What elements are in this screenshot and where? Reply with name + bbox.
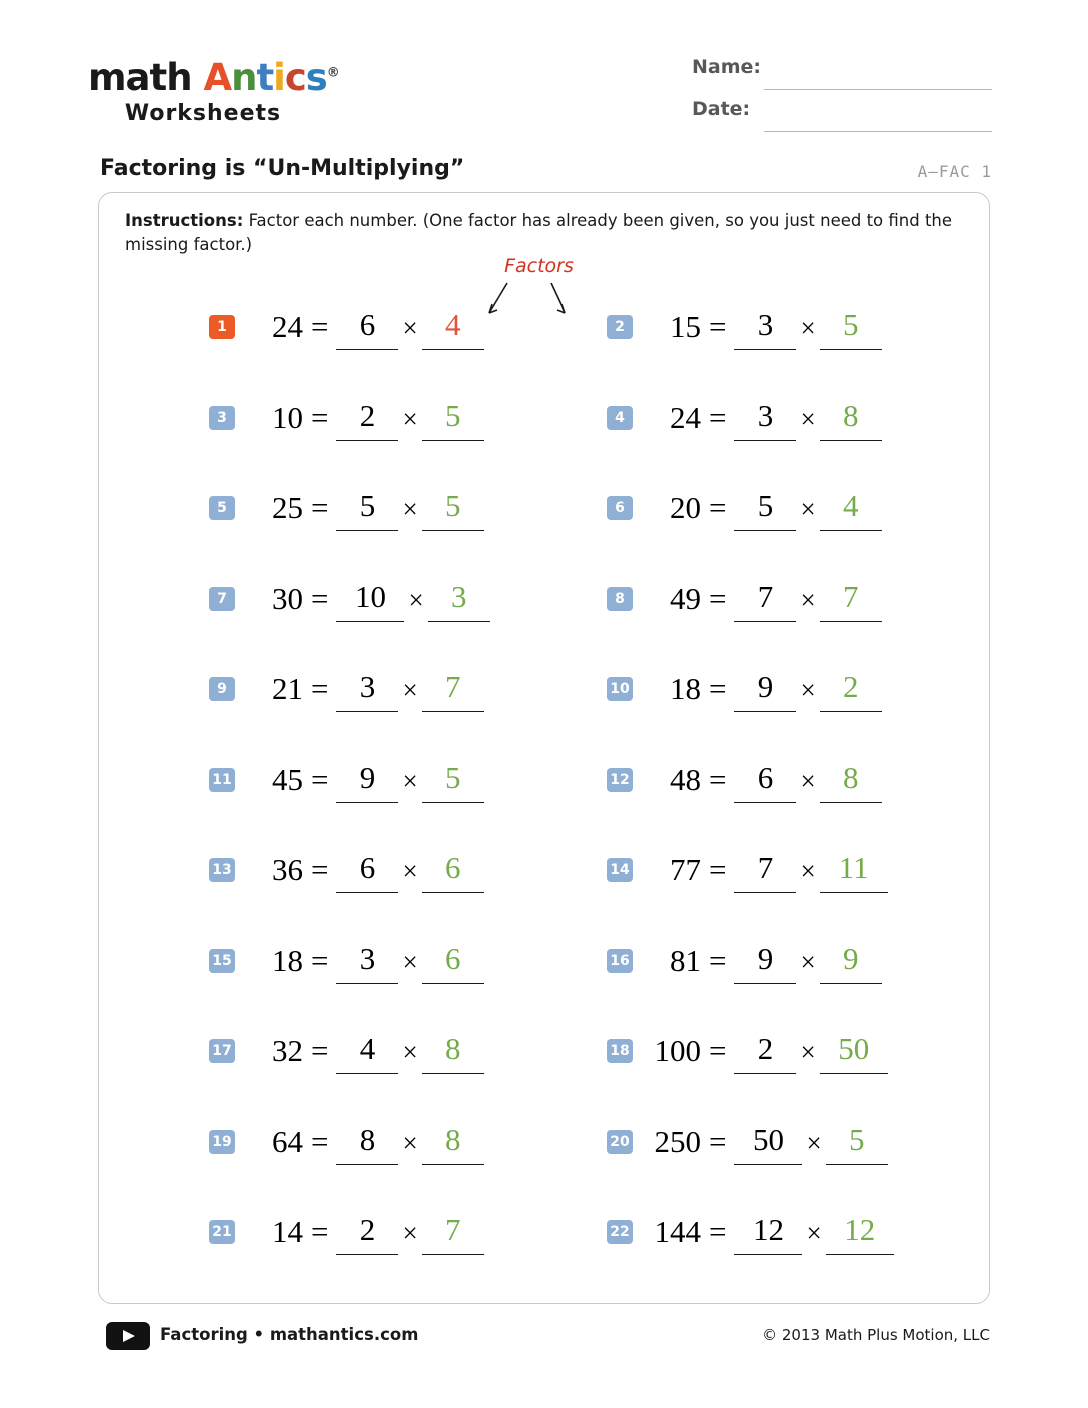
problem-expression [245,758,484,805]
problem-expression [245,577,490,624]
problem-expression [245,667,484,714]
problem-expression [245,486,484,533]
factor-blank-1[interactable]: 9 [734,665,796,712]
factor-blank-2[interactable]: 11 [820,846,888,893]
factor-blank-2[interactable]: 4 [422,303,484,350]
problem-target-number: 15 [670,309,701,344]
problem-target-number: 25 [272,490,303,525]
factor-blank-2[interactable]: 50 [820,1027,888,1074]
times-sign: × [806,1127,822,1158]
problem-expression [643,758,882,805]
equals-sign: = [311,1214,329,1249]
times-sign: × [800,403,816,434]
date-field-row[interactable] [692,98,992,140]
factor-blank-2[interactable]: 2 [820,665,882,712]
problem-target-number: 49 [670,580,701,616]
equals-sign: = [311,309,329,344]
worksheet-code: A–FAC 1 [917,162,992,181]
problem-expression [245,305,484,352]
problem-number-badge: 13 [209,858,235,882]
problem-number-badge: 20 [607,1130,633,1154]
times-sign: × [402,313,418,343]
problem-number-badge: 19 [209,1130,235,1154]
factor-blank-2[interactable]: 5 [826,1118,888,1165]
problem-number-badge: 1 [209,315,235,339]
factors-annotation-label: Factors [504,255,574,277]
times-sign: × [806,1218,822,1248]
problem-expression [643,848,888,895]
name-label: Name: [692,56,762,78]
problem-target-number: 250 [654,1123,701,1159]
problem-expression [643,577,882,624]
equals-sign: = [709,1214,727,1249]
problem-target-number: 77 [670,852,701,887]
equals-sign: = [709,580,727,616]
title-row [100,156,992,188]
factor-blank-1[interactable]: 7 [734,846,796,893]
equals-sign: = [709,671,727,706]
factor-blank-2[interactable]: 6 [422,937,484,984]
times-sign: × [800,946,816,977]
problem-expression [245,1210,484,1257]
problem-grid [99,305,991,1301]
registered-mark: ® [326,65,339,81]
problem-expression [245,939,484,986]
factor-blank-1[interactable]: 12 [734,1208,802,1255]
factor-blank-1[interactable]: 5 [336,484,398,531]
name-field-row[interactable] [692,56,992,98]
factor-blank-1[interactable]: 8 [336,1118,398,1165]
factor-blank-2[interactable]: 8 [820,756,882,803]
footer-copyright: © 2013 Math Plus Motion, LLC [762,1326,990,1344]
equals-sign: = [709,852,727,887]
factor-blank-1[interactable]: 9 [336,756,398,803]
equals-sign: = [311,942,329,978]
problem-target-number: 20 [670,490,701,525]
instructions-text: Factor each number. (One factor has already been given, so you just need to find the missing factor.) [125,211,953,254]
times-sign: × [402,1037,418,1067]
equals-sign: = [709,942,727,978]
times-sign: × [800,765,816,796]
times-sign: × [402,1127,418,1158]
date-input-line[interactable] [764,131,992,132]
problem-number-badge: 11 [209,768,235,792]
factor-blank-1[interactable]: 3 [734,303,796,350]
problem-target-number: 18 [670,671,701,706]
factor-blank-2[interactable]: 5 [422,394,484,441]
problem-expression [245,1029,484,1076]
factor-blank-1[interactable]: 7 [734,575,796,622]
equals-sign: = [311,1033,329,1068]
equals-sign: = [311,761,329,797]
factor-blank-1[interactable]: 2 [734,1027,796,1074]
problem-expression [643,486,882,533]
factor-blank-1[interactable]: 50 [734,1118,802,1165]
times-sign: × [402,675,418,705]
problem-row [99,848,991,939]
times-sign: × [800,584,816,615]
factor-blank-2[interactable]: 4 [820,484,882,531]
problem-row [99,939,991,1030]
problem-number-badge: 17 [209,1039,235,1063]
problem-target-number: 24 [272,309,303,344]
factor-blank-2[interactable]: 8 [422,1118,484,1165]
problem-target-number: 30 [272,580,303,616]
factor-blank-1[interactable]: 10 [336,575,404,622]
problem-expression [643,1120,888,1167]
factor-blank-2[interactable]: 6 [422,846,484,893]
factor-blank-2[interactable]: 7 [422,1208,484,1255]
problem-target-number: 48 [670,761,701,797]
times-sign: × [402,765,418,796]
equals-sign: = [311,671,329,706]
equals-sign: = [311,490,329,525]
problem-target-number: 14 [272,1214,303,1249]
problem-number-badge: 5 [209,496,235,520]
factor-blank-1[interactable]: 3 [336,937,398,984]
times-sign: × [800,494,816,524]
factor-blank-1[interactable]: 2 [336,394,398,441]
logo-subtitle: Worksheets [124,101,282,126]
problem-target-number: 21 [272,671,303,706]
factor-blank-2[interactable]: 9 [820,937,882,984]
name-date-block [692,56,992,140]
equals-sign: = [709,1033,727,1068]
equals-sign: = [709,761,727,797]
name-input-line[interactable] [764,89,992,90]
equals-sign: = [709,309,727,344]
page-header [0,42,1088,152]
problem-row [99,396,991,487]
logo-wordmark: math Antics® [88,56,339,99]
youtube-play-icon[interactable] [106,1322,150,1350]
equals-sign: = [311,580,329,616]
problem-target-number: 32 [272,1033,303,1068]
times-sign: × [402,494,418,524]
problem-row [99,577,991,668]
problem-expression [643,939,882,986]
factor-blank-2[interactable]: 8 [820,394,882,441]
problem-target-number: 10 [272,399,303,435]
factor-blank-2[interactable]: 12 [826,1208,894,1255]
factor-blank-1[interactable]: 5 [734,484,796,531]
factor-blank-2[interactable]: 5 [422,484,484,531]
problem-expression [643,667,882,714]
problem-number-badge: 10 [607,677,633,701]
date-label: Date: [692,98,751,120]
factor-blank-1[interactable]: 6 [336,846,398,893]
problem-target-number: 18 [272,942,303,978]
problem-target-number: 64 [272,1123,303,1159]
problem-number-badge: 12 [607,768,633,792]
times-sign: × [402,946,418,977]
page-footer [98,1320,990,1354]
problem-expression [643,1029,888,1076]
problem-number-badge: 4 [607,406,633,430]
equals-sign: = [311,399,329,435]
factor-blank-2[interactable]: 3 [428,575,490,622]
factor-blank-2[interactable]: 7 [422,665,484,712]
times-sign: × [408,584,424,615]
factor-blank-1[interactable]: 9 [734,937,796,984]
problem-target-number: 24 [670,399,701,435]
problem-row [99,1029,991,1120]
problem-number-badge: 3 [209,406,235,430]
equals-sign: = [709,399,727,435]
problem-target-number: 100 [654,1033,701,1068]
factor-blank-1[interactable]: 4 [336,1027,398,1074]
times-sign: × [800,856,816,886]
factor-blank-2[interactable]: 8 [422,1027,484,1074]
equals-sign: = [311,852,329,887]
problem-expression [643,305,882,352]
instructions-label: Instructions: [125,211,244,230]
problem-number-badge: 21 [209,1220,235,1244]
equals-sign: = [709,1123,727,1159]
problem-number-badge: 9 [209,677,235,701]
problem-row [99,486,991,577]
factor-blank-1[interactable]: 3 [336,665,398,712]
factor-blank-2[interactable]: 5 [820,303,882,350]
times-sign: × [402,1218,418,1248]
problem-expression [643,396,882,443]
math-antics-logo [88,56,339,126]
problem-target-number: 144 [654,1214,701,1249]
factor-blank-1[interactable]: 6 [336,303,398,350]
times-sign: × [402,856,418,886]
logo-word-math: math [88,56,192,99]
instructions [125,209,963,257]
problem-expression [245,396,484,443]
problem-target-number: 81 [670,942,701,978]
problem-number-badge: 16 [607,949,633,973]
problem-number-badge: 8 [607,587,633,611]
factor-blank-2[interactable]: 5 [422,756,484,803]
problem-number-badge: 15 [209,949,235,973]
problem-target-number: 45 [272,761,303,797]
equals-sign: = [311,1123,329,1159]
factor-blank-1[interactable]: 3 [734,394,796,441]
problem-expression [245,1120,484,1167]
problem-number-badge: 7 [209,587,235,611]
problem-number-badge: 2 [607,315,633,339]
problem-row [99,758,991,849]
problem-row [99,305,991,396]
worksheet-body [98,192,990,1304]
problem-target-number: 36 [272,852,303,887]
problem-number-badge: 22 [607,1220,633,1244]
times-sign: × [402,403,418,434]
factor-blank-2[interactable]: 7 [820,575,882,622]
problem-expression [245,848,484,895]
times-sign: × [800,313,816,343]
times-sign: × [800,675,816,705]
problem-row [99,1120,991,1211]
problem-number-badge: 18 [607,1039,633,1063]
footer-topic: Factoring • mathantics.com [160,1325,419,1344]
problem-expression [643,1210,894,1257]
factor-blank-1[interactable]: 2 [336,1208,398,1255]
equals-sign: = [709,490,727,525]
problem-number-badge: 14 [607,858,633,882]
problem-row [99,667,991,758]
page-title: Factoring is “Un-Multiplying” [100,156,465,181]
problem-number-badge: 6 [607,496,633,520]
problem-row [99,1210,991,1301]
times-sign: × [800,1037,816,1067]
factor-blank-1[interactable]: 6 [734,756,796,803]
